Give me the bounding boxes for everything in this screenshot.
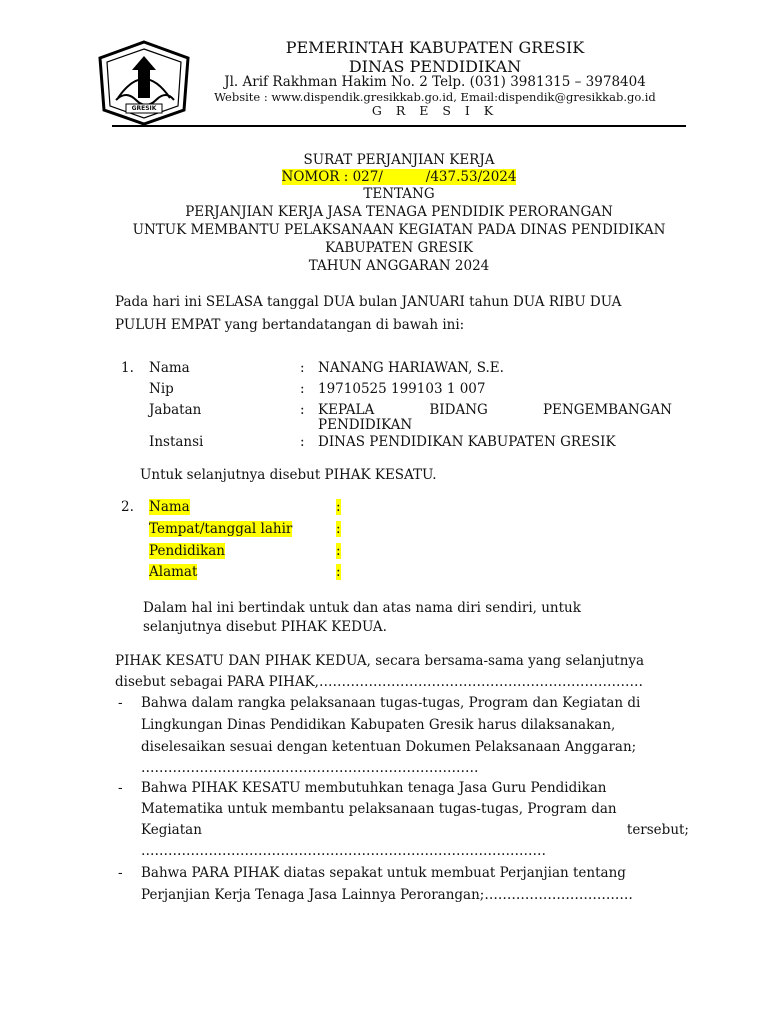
logo-label: GRESIK <box>131 105 157 112</box>
party1-colon: : <box>300 381 305 397</box>
opening-line-1: Pada hari ini SELASA tanggal DUA bulan JANUARI tahun DUA RIBU DUA <box>115 294 622 310</box>
body-intro-1: PIHAK KESATU DAN PIHAK KEDUA, secara bersama-sama yang selanjutnya <box>115 653 645 669</box>
body-intro-2: disebut sebagai PARA PIHAK,……………………………………………………………… <box>115 674 643 690</box>
party1-value-nip: 19710525 199103 1 007 <box>318 381 486 397</box>
clause1-line3: diselesaikan sesuai dengan ketentuan Dokumen Pelaksanaan Anggaran; <box>141 739 637 755</box>
party2-number: 2. <box>121 499 134 515</box>
clause2-line3 <box>141 822 689 838</box>
letterhead-divider <box>112 125 686 127</box>
heading-subject-2: UNTUK MEMBANTU PELAKSANAAN KEGIATAN PADA DINAS PENDIDIKAN <box>132 222 666 238</box>
party1-value-jabatan <box>318 402 672 418</box>
heading-subject-4: TAHUN ANGGARAN 2024 <box>308 258 490 274</box>
party1-note: Untuk selanjutnya disebut PIHAK KESATU. <box>140 467 437 483</box>
party1-colon: : <box>300 360 305 376</box>
party2-colon: : <box>336 543 341 559</box>
party1-colon: : <box>300 434 305 450</box>
clause2-line4: ……………………………………………………………………………… <box>141 843 546 859</box>
letterhead-city: G R E S I K <box>371 103 499 118</box>
document-number: NOMOR : 027/ /437.53/2024 <box>281 169 517 185</box>
jabatan-word: KEPALA <box>318 402 375 418</box>
jabatan-word: BIDANG <box>429 402 488 418</box>
letterhead-office: DINAS PENDIDIKAN <box>348 57 522 76</box>
bullet-dash: - <box>118 865 123 881</box>
party1-value-instansi: DINAS PENDIDIKAN KABUPATEN GRESIK <box>318 434 616 450</box>
letterhead-website: Website : www.dispendik.gresikkab.go.id, Email:dispendik@gresikkab.go.id <box>214 90 656 104</box>
document-title: SURAT PERJANJIAN KERJA <box>303 152 495 168</box>
clause2-word: tersebut; <box>626 822 689 838</box>
party1-value-jabatan-cont: PENDIDIKAN <box>318 417 413 433</box>
party1-label-nip: Nip <box>149 381 174 397</box>
document-number-wrap <box>112 169 686 185</box>
heading-tentang: TENTANG <box>363 186 435 202</box>
party2-label-ttl: Tempat/tanggal lahir <box>149 521 293 537</box>
bullet-dash: - <box>118 695 123 711</box>
party1-label-jabatan: Jabatan <box>149 402 202 418</box>
letterhead-address: Jl. Arif Rakhman Hakim No. 2 Telp. (031) 3981315 – 3978404 <box>224 74 646 90</box>
heading-subject-3: KABUPATEN GRESIK <box>325 240 473 256</box>
party2-label-alamat: Alamat <box>149 564 198 580</box>
party1-colon: : <box>300 402 305 418</box>
bullet-dash: - <box>118 780 123 796</box>
clause1-line1: Bahwa dalam rangka pelaksanaan tugas-tugas, Program dan Kegiatan di <box>141 695 641 711</box>
party2-label-pendidikan: Pendidikan <box>149 543 226 559</box>
clause3-line1: Bahwa PARA PIHAK diatas sepakat untuk membuat Perjanjian tentang <box>141 865 626 881</box>
clause1-line4: ………………………………………………………………… <box>141 760 479 776</box>
party2-label-nama: Nama <box>149 499 190 515</box>
party1-label-nama: Nama <box>149 360 190 376</box>
jabatan-word: PENGEMBANGAN <box>542 402 672 418</box>
party2-note-1: Dalam hal ini bertindak untuk dan atas nama diri sendiri, untuk <box>143 600 581 616</box>
party2-colon: : <box>336 521 341 537</box>
heading-subject-1: PERJANJIAN KERJA JASA TENAGA PENDIDIK PERORANGAN <box>185 204 613 220</box>
clause3-line2: Perjanjian Kerja Tenaga Jasa Lainnya Perorangan;…………………………… <box>141 887 633 903</box>
party2-note-2: selanjutnya disebut PIHAK KEDUA. <box>143 619 387 635</box>
party2-colon: : <box>336 564 341 580</box>
party2-colon: : <box>336 499 341 515</box>
clause1-line2: Lingkungan Dinas Pendidikan Kabupaten Gresik harus dilaksanakan, <box>141 717 616 733</box>
clause2-word: Kegiatan <box>141 822 202 838</box>
party1-label-instansi: Instansi <box>149 434 204 450</box>
gresik-regency-logo <box>96 40 192 126</box>
clause2-line2: Matematika untuk membantu pelaksanaan tugas-tugas, Program dan <box>141 801 617 817</box>
clause2-line1: Bahwa PIHAK KESATU membutuhkan tenaga Jasa Guru Pendidikan <box>141 780 607 796</box>
opening-line-2: PULUH EMPAT yang bertandatangan di bawah ini: <box>115 317 465 333</box>
letterhead-government: PEMERINTAH KABUPATEN GRESIK <box>285 38 585 57</box>
party1-value-nama: NANANG HARIAWAN, S.E. <box>318 360 504 376</box>
party1-number: 1. <box>121 360 134 376</box>
